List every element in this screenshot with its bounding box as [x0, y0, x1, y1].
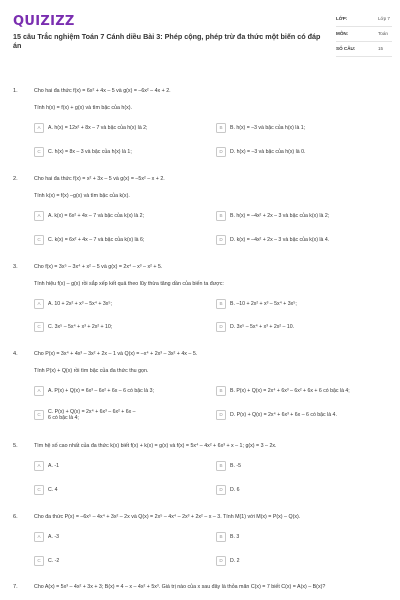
option-text: A. P(x) + Q(x) = 6x³ – 6x² + 6x – 6 có bậc là 3; — [48, 388, 154, 394]
option-d[interactable] — [216, 555, 392, 567]
option-letter-box: B — [216, 461, 226, 471]
option-letter-box: C — [34, 556, 44, 566]
worksheet-header — [0, 0, 400, 74]
option-text: D. 6 — [230, 487, 240, 493]
option-letter-box: C — [34, 410, 44, 420]
question-text: Cho A(x) = 5x³ – 4x² + 3x + 3; B(x) = 4 – x – 4x² + 5x³. Giá trị nào của x sau đây là thỏa mãn C(x) = 7 biết C(x) = A(x) – B(x)? — [34, 584, 326, 590]
option-letter-box: D — [216, 322, 226, 332]
option-text: B. 3 — [230, 534, 240, 540]
option-letter-box: B — [216, 123, 226, 133]
meta-label: SỐ CÂU: — [336, 46, 356, 51]
option-b[interactable] — [216, 210, 392, 222]
option-c[interactable] — [34, 234, 210, 246]
question-text: Cho đa thức P(x) = –6x⁵ – 4x⁴ + 3x² – 2x và Q(x) = 2x⁵ – 4x⁴ – 2x³ + 2x² – x – 3. Tính M(1) với M(x) = P(x) – Q(x). — [34, 514, 301, 520]
option-d[interactable] — [216, 409, 392, 421]
option-text: C. k(x) = 6x² + 4x – 7 và bậc của k(x) là 6; — [48, 237, 145, 243]
meta-count-row — [336, 45, 392, 57]
quizizz-logo: QUIZIZZ — [13, 14, 75, 29]
option-text: D. 3x⁵ – 5x⁴ + x³ + 2x² – 10. — [230, 324, 295, 330]
meta-value: 15 — [378, 46, 384, 51]
option-letter-box: D — [216, 485, 226, 495]
option-text: C. h(x) = 8x – 3 và bậc của h(x) là 1; — [48, 149, 132, 155]
option-text: D. 2 — [230, 558, 240, 564]
question-text: Cho P(x) = 3x⁴ + 4x³ – 3x² + 2x – 1 và Q(x) = –x⁴ + 2x³ – 3x² + 4x – 5. — [34, 351, 198, 357]
option-a[interactable] — [34, 298, 210, 310]
question-text: Tìm hệ số cao nhất của đa thức k(x) biết f(x) + k(x) = g(x) và f(x) = 5x⁴ – 4x² + 6x³ + x – 1; g(x) = 3 – 2x. — [34, 443, 277, 449]
option-a[interactable] — [34, 122, 210, 134]
meta-label: LỚP: — [336, 16, 348, 21]
option-b[interactable] — [216, 298, 392, 310]
question-number: 5. — [13, 443, 18, 449]
option-text: A. -1 — [48, 463, 59, 469]
question-text: Cho hai đa thức f(x) = 6x² + 4x – 5 và g(x) = –6x² – 4x + 2. — [34, 88, 171, 94]
option-text: B. h(x) = –4x² + 2x – 3 và bậc của k(x) là 2; — [230, 213, 330, 219]
option-letter-box: A — [34, 299, 44, 309]
question-subtext: Tính P(x) + Q(x) rồi tìm bậc của đa thức thu gọn. — [34, 368, 149, 374]
option-text: B. h(x) = –3 và bậc của h(x) là 1; — [230, 125, 306, 131]
option-letter-box: D — [216, 556, 226, 566]
option-d[interactable] — [216, 146, 392, 158]
option-letter-box: A — [34, 123, 44, 133]
option-d[interactable] — [216, 484, 392, 496]
option-letter-box: D — [216, 410, 226, 420]
option-letter-box: C — [34, 322, 44, 332]
option-text: C. 4 — [48, 487, 58, 493]
option-letter-box: C — [34, 235, 44, 245]
option-letter-box: B — [216, 299, 226, 309]
option-text: B. -5 — [230, 463, 241, 469]
option-text: A. -3 — [48, 534, 59, 540]
question-text: Cho hai đa thức f(x) = x² + 3x – 5 và g(x) = –5x² – x + 2. — [34, 176, 165, 182]
option-letter-box: A — [34, 532, 44, 542]
option-a[interactable] — [34, 385, 210, 397]
question-number: 6. — [13, 514, 18, 520]
question-number: 3. — [13, 264, 18, 270]
option-letter-box: D — [216, 147, 226, 157]
option-b[interactable] — [216, 385, 392, 397]
option-c[interactable] — [34, 146, 210, 158]
question-number: 7. — [13, 584, 18, 590]
worksheet-title: 15 câu Trắc nghiệm Toán 7 Cánh diều Bài 3: Phép cộng, phép trừ đa thức một biến có đáp án — [13, 32, 321, 50]
meta-class-row — [336, 15, 392, 27]
option-text: B. P(x) + Q(x) = 2x⁴ + 6x³ – 6x² + 6x + 6 có bậc là 4; — [230, 388, 350, 394]
meta-value: Toán — [378, 31, 388, 36]
option-text: C. 3x⁵ – 5x⁴ + x³ + 2x² + 10; — [48, 324, 113, 330]
question-subtext: Tính hiệu f(x) – g(x) rồi sắp xếp kết quả theo lũy thừa tăng dần của biến ta được: — [34, 281, 224, 287]
option-c[interactable] — [34, 321, 210, 333]
option-letter-box: B — [216, 386, 226, 396]
option-d[interactable] — [216, 234, 392, 246]
meta-label: MÔN: — [336, 31, 349, 36]
option-text: A. 10 + 2x² + x³ – 5x⁴ + 3x⁵; — [48, 301, 112, 307]
question-number: 4. — [13, 351, 18, 357]
option-a[interactable] — [34, 210, 210, 222]
option-letter-box: A — [34, 211, 44, 221]
option-b[interactable] — [216, 531, 392, 543]
option-text: C. -2 — [48, 558, 60, 564]
option-text: A. h(x) = 12x² + 8x – 7 và bậc của h(x) là 2; — [48, 125, 148, 131]
option-letter-box: D — [216, 235, 226, 245]
option-text: D. k(x) = –4x² + 2x – 3 và bậc của k(x) là 4. — [230, 237, 330, 243]
option-a[interactable] — [34, 460, 210, 472]
option-text: A. k(x) = 6x² + 4x – 7 và bậc của k(x) là 2; — [48, 213, 145, 219]
option-letter-box: C — [34, 147, 44, 157]
option-c[interactable] — [34, 409, 210, 421]
option-letter-box: B — [216, 211, 226, 221]
meta-subject-row — [336, 30, 392, 42]
option-b[interactable] — [216, 122, 392, 134]
option-b[interactable] — [216, 460, 392, 472]
option-c[interactable] — [34, 484, 210, 496]
option-letter-box: B — [216, 532, 226, 542]
option-text: D. h(x) = –3 và bậc của h(x) là 0. — [230, 149, 306, 155]
question-text: Cho f(x) = 3x⁵ – 3x⁴ + x² – 5 và g(x) = 2x⁴ – x³ – x² + 5. — [34, 264, 163, 270]
question-number: 1. — [13, 88, 18, 94]
question-number: 2. — [13, 176, 18, 182]
option-a[interactable] — [34, 531, 210, 543]
option-c[interactable] — [34, 555, 210, 567]
meta-value: Lớp 7 — [378, 16, 390, 21]
worksheet-meta — [336, 15, 392, 60]
option-letter-box: A — [34, 386, 44, 396]
option-text: C. P(x) + Q(x) = 2x⁴ + 6x³ – 6x² + 6x – 6 có bậc là 4; — [48, 409, 136, 422]
option-letter-box: C — [34, 485, 44, 495]
question-subtext: Tính h(x) = f(x) + g(x) và tìm bậc của h(x). — [34, 105, 133, 111]
question-subtext: Tính k(x) = f(x) –g(x) và tìm bậc của k(x). — [34, 193, 130, 199]
option-d[interactable] — [216, 321, 392, 333]
option-text: D. P(x) + Q(x) = 2x⁴ + 6x³ + 6x – 6 có bậc là 4. — [230, 412, 337, 418]
option-text: B. –10 + 2x² + x³ – 5x⁴ + 3x⁵; — [230, 301, 297, 307]
option-letter-box: A — [34, 461, 44, 471]
